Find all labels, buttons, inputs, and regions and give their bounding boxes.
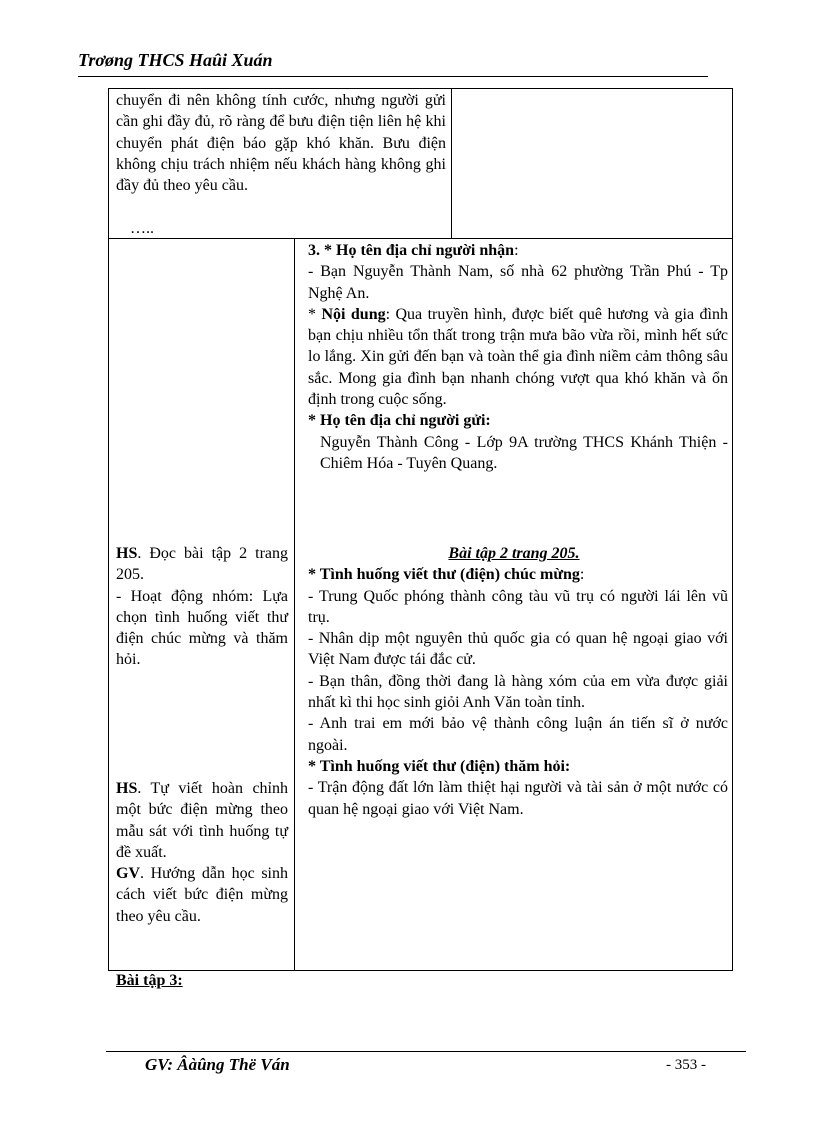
school-header: Trơøng THCS Haûi Xuán bbox=[78, 50, 273, 70]
student-activity-2 bbox=[116, 778, 288, 927]
exercise-3-heading: Bài tập 3: bbox=[116, 972, 183, 989]
teacher-name: GV: Âàûng Thë Ván bbox=[145, 1055, 290, 1074]
condolence-heading: * Tình huống viết thư (điện) thăm hỏi: bbox=[308, 757, 571, 775]
sender-heading: * Họ tên địa chỉ người gửi: bbox=[308, 412, 491, 430]
hs2-label: HS bbox=[116, 780, 138, 797]
footer-rule bbox=[106, 1051, 746, 1052]
hs1-line bbox=[116, 543, 288, 586]
gv-label: GV bbox=[116, 865, 140, 883]
congrats-item: - Anh trai em mới bảo vệ thành công luận án tiến sĩ ở nước ngoài. bbox=[308, 715, 728, 754]
content-prefix: * bbox=[308, 305, 322, 323]
hs2-text: . Tự viết hoàn chỉnh một bức điện mừng theo mẫu sát với tình huống tự đề xuất. bbox=[116, 780, 288, 861]
content-paragraph bbox=[300, 304, 728, 410]
exercise-2-answer bbox=[300, 543, 728, 820]
ellipsis: ….. bbox=[130, 220, 154, 237]
hs1-label: HS bbox=[116, 545, 138, 562]
header-rule bbox=[78, 76, 708, 77]
telegram-sample bbox=[300, 240, 728, 474]
recipient-heading-line bbox=[300, 240, 728, 261]
congrats-item: - Bạn thân, đồng thời đang là hàng xóm của em vừa được giải nhất kì thi học sinh giỏi Anh Văn toàn tỉnh. bbox=[308, 672, 728, 712]
content-label: Nội dung bbox=[321, 305, 386, 323]
congrats-item: - Trung Quốc phóng thành công tàu vũ trụ có người lái lên vũ trụ. bbox=[308, 587, 728, 626]
gv-text: . Hướng dẫn học sinh cách viết bức điện mừng theo yêu cầu. bbox=[116, 865, 288, 925]
table1-right-cell bbox=[451, 88, 733, 239]
congrats-heading-line bbox=[300, 564, 728, 585]
hs1-text: . Đọc bài tập 2 trang 205. bbox=[116, 545, 288, 584]
recipient-line: - Bạn Nguyễn Thành Nam, số nhà 62 phường Trần Phú - Tp Nghệ An. bbox=[308, 263, 728, 302]
congrats-heading: * Tình huống viết thư (điện) chúc mừng bbox=[308, 566, 580, 584]
student-activity-1 bbox=[116, 543, 288, 671]
content-text: : Qua truyền hình, được biết quê hương và gia đình bạn chịu nhiều tổn thất trong trận mưa bão vừa rồi, mình hết sức lo lắng. Xin gửi đến bạn và toàn thể gia đình niềm cảm thông sâu sắc. Mong gia đình bạn nhanh chóng vượt qua khó khăn và ổn định trong cuộc sống. bbox=[308, 305, 728, 409]
exercise-title: Bài tập 2 trang 205. bbox=[448, 545, 580, 562]
condolence-item: - Trận động đất lớn làm thiệt hại người và tài sản ở một nước có quan hệ ngoại giao với Việt Nam. bbox=[308, 779, 728, 818]
recipient-colon: : bbox=[514, 242, 519, 259]
recipient-heading: 3. * Họ tên địa chỉ người nhận bbox=[308, 242, 515, 259]
page-number: - 353 - bbox=[666, 1057, 706, 1073]
table1-left-text: chuyển đi nên không tính cước, nhưng người gửi cần ghi đầy đủ, rõ ràng để bưu điện tiện liên hệ khi chuyển phát điện báo gặp khó khăn. Bưu điện không chịu trách nhiệm nếu khách hàng không ghi đầy đủ theo yêu cầu. bbox=[116, 92, 446, 195]
hs2-line bbox=[116, 778, 288, 863]
gv-line bbox=[116, 863, 288, 927]
group-activity: - Hoạt động nhóm: Lựa chọn tình huống viết thư điện chúc mừng và thăm hỏi. bbox=[116, 587, 288, 669]
sender-line: Nguyễn Thành Công - Lớp 9A trường THCS Khánh Thiện - Chiêm Hóa - Tuyên Quang. bbox=[320, 433, 728, 472]
congrats-item: - Nhân dịp một nguyên thủ quốc gia có quan hệ ngoại giao với Việt Nam được tái đắc cử. bbox=[308, 630, 728, 669]
congrats-colon: : bbox=[579, 566, 585, 584]
